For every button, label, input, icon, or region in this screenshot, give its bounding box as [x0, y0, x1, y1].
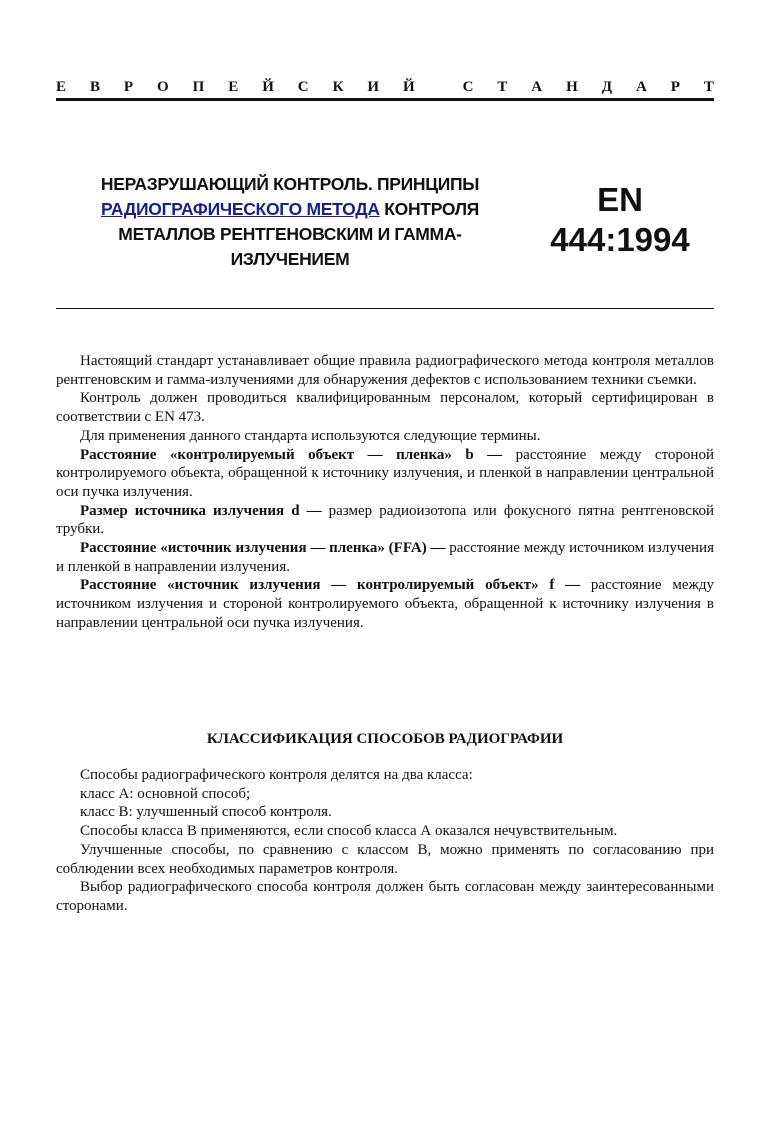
title-rule [56, 308, 714, 309]
term-definition [56, 446, 714, 502]
paragraph: Способы радиографического контроля делятся на два класса: [80, 767, 473, 783]
banner-letter: Е [56, 79, 67, 95]
paragraph: Для применения данного стандарта используются следующие термины. [80, 427, 541, 444]
definition: расстояние между источником излучения и стороной контролируемого объекта, обращенной к источнику излучения в направлении центральной оси пучка излучения. [56, 577, 714, 631]
banner-letter: С [462, 79, 474, 95]
paragraph: Настоящий стандарт устанавливает общие правила радиографического метода контроля металлов рентгеновским и гамма-излучениями для обнаружения дефектов с использованием техники съемки. [56, 353, 714, 388]
intro-section [56, 352, 714, 633]
paragraph: Способы класса В применяются, если способ класса А оказался нечувствительным. [80, 823, 618, 840]
definition: размер радиоизотопа или фокусного пятна рентгеновской трубки. [56, 502, 714, 538]
paragraph: класс В: улучшенный способ контроля. [80, 804, 332, 821]
header-rule [56, 98, 714, 101]
title-line [70, 197, 510, 222]
banner-letter: А [635, 79, 647, 95]
banner-letter: А [531, 79, 543, 95]
banner-letter: О [157, 79, 169, 95]
term: Размер источника излучения d — [80, 502, 322, 519]
definition: расстояние между стороной контролируемого объекта, обращенной к источнику излучения, и пленкой в направлении центральной оси пучка излучения. [56, 446, 714, 500]
section-heading: КЛАССИФИКАЦИЯ СПОСОБОВ РАДИОГРАФИИ [206, 731, 564, 747]
banner-letter: Р [670, 79, 680, 95]
banner-letter: К [332, 79, 344, 95]
term-definition [56, 539, 714, 576]
title-line: НЕРАЗРУШАЮЩИЙ КОНТРОЛЬ. ПРИНЦИПЫ [100, 174, 480, 194]
term-definition [56, 576, 714, 632]
banner-letter: В [89, 79, 100, 95]
standard-code: 444:1994 [550, 221, 690, 258]
standard-prefix: EN [597, 181, 643, 218]
title-link[interactable]: РАДИОГРАФИЧЕСКОГО МЕТОДА [101, 199, 380, 219]
term: Расстояние «контролируемый объект — пленка» b — [80, 446, 503, 463]
paragraph: Улучшенные способы, по сравнению с классом В, можно применять по согласованию при соблюдении всех необходимых параметров контроля. [56, 841, 714, 877]
banner-letter: Й [403, 79, 415, 95]
document-type-banner [56, 78, 714, 96]
banner-letter: Е [228, 79, 239, 95]
definition: расстояние между источником излучения и пленкой в направлении излучения. [56, 540, 714, 575]
banner-letter: Д [601, 79, 613, 95]
banner-letter: Т [703, 79, 714, 95]
standard-number [535, 180, 705, 260]
term-definition [56, 502, 714, 539]
banner-letter: Н [566, 79, 578, 95]
banner-letter: Й [262, 79, 274, 95]
paragraph: Выбор радиографического способа контроля должен быть согласован между заинтересованными сторонами. [56, 879, 714, 914]
title-text: КОНТРОЛЯ [379, 199, 479, 219]
paragraph: класс А: основной способ; [80, 785, 251, 802]
banner-letter: Т [497, 79, 508, 95]
banner-letter: П [192, 79, 205, 95]
banner-letter: И [367, 79, 380, 95]
paragraph: Контроль должен проводиться квалифицированным персоналом, который сертифицирован в соответствии с EN 473. [56, 390, 714, 426]
term: Расстояние «источник излучения — пленка» (FFA) — [80, 540, 446, 557]
banner-letter: С [297, 79, 309, 95]
term: Расстояние «источник излучения — контролируемый объект» f — [80, 577, 581, 594]
classification-section [56, 766, 714, 916]
banner-letter: Р [123, 79, 134, 95]
title-line: МЕТАЛЛОВ РЕНТГЕНОВСКИМ И ГАММА- [118, 224, 462, 244]
document-title [70, 172, 510, 272]
title-line: ИЗЛУЧЕНИЕМ [230, 249, 350, 269]
